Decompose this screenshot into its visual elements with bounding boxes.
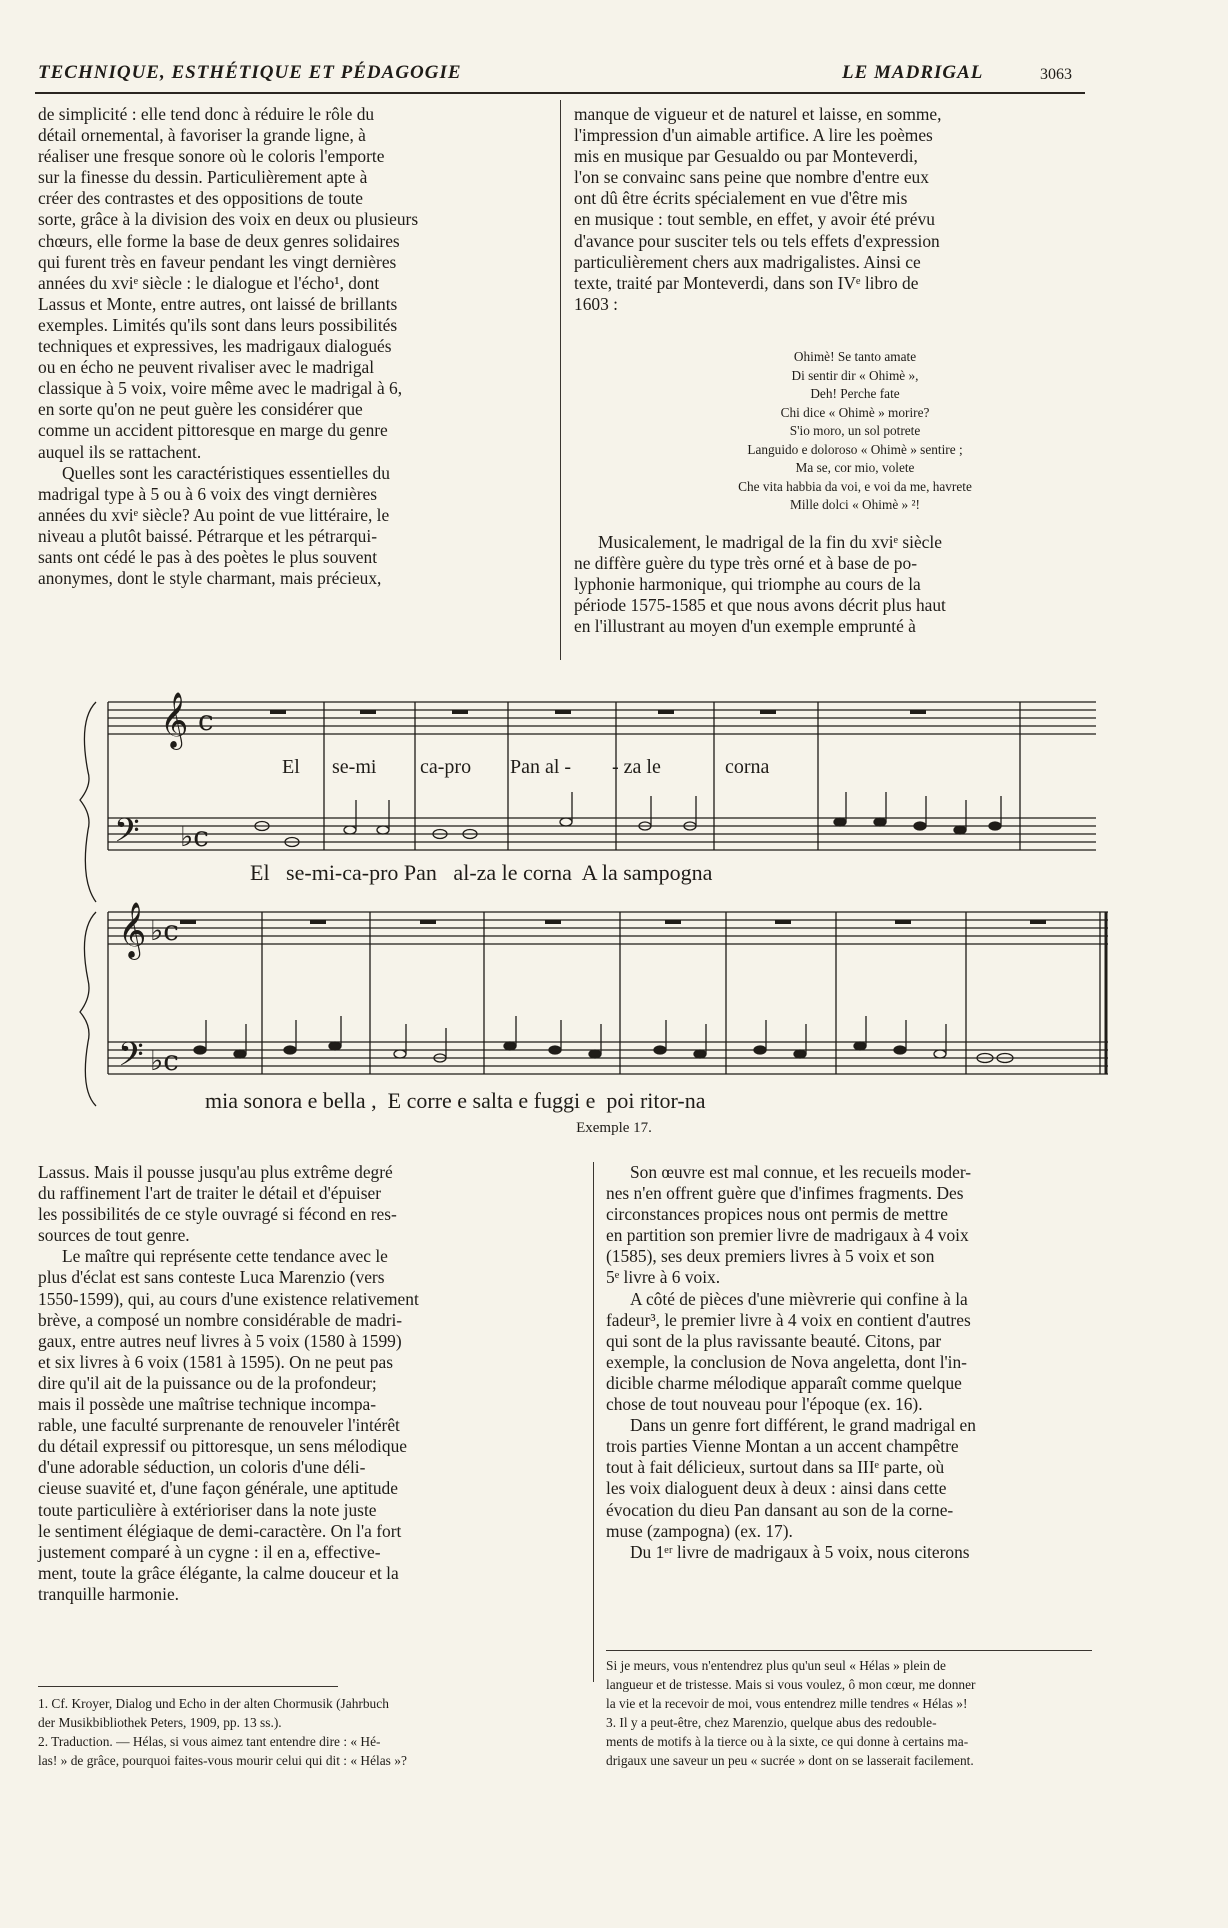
notes-1 [255,792,696,847]
line: Son œuvre est mal connue, et les recueils moder- [630,1162,972,1182]
treble-clef-icon: 𝄞 [160,692,189,748]
poem-line: Che vita habbia da voi, e voi da me, havrete [738,478,972,494]
line: 5ᵉ livre à 6 voix. [606,1267,721,1288]
line: qui sont de la plus ravissante beauté. Citons, par [606,1330,942,1351]
line: du détail expressif ou pittoresque, un sens mélodique [38,1436,407,1457]
line: de simplicité : elle tend donc à réduire le rôle du [38,104,375,124]
svg-text:♭c: ♭c [150,914,179,947]
line: classique à 5 voix, voire même avec le madrigal à 6, [38,378,403,399]
top-left-column [38,104,548,589]
line: chose de tout nouveau pour l'époque (ex. 16). [606,1394,923,1415]
lyric-syllable: ca-pro [420,756,472,778]
line: exemple, la conclusion de Nova angeletta, dont l'in- [606,1351,967,1372]
poem-line: Languido e doloroso « Ohimè » sentire ; [747,441,963,457]
line: du raffinement l'art de traiter le détail et d'épuiser [38,1183,381,1204]
line: ont dû être écrits spécialement en vue d'être mis [574,188,908,209]
line: et six livres à 6 voix (1581 à 1595). On ne peut pas [38,1351,393,1372]
line: tranquille harmonie. [38,1583,180,1604]
lyric-syllable: - za le [612,756,661,778]
line: Lassus et Monte, entre autres, ont laissé de brillants [38,293,398,314]
line: détail ornemental, à favoriser la grande ligne, à [38,125,366,146]
paragraph-simplicite [38,104,548,463]
line: nes n'en offrent guère que d'infimes fragments. Des [606,1183,964,1204]
line: dicible charme mélodique apparaît comme quelque [606,1372,962,1393]
footnote-line: ments de motifs à la tierce ou à la sixte, ce qui donne à certains ma- [606,1734,969,1749]
footnote-line: 3. Il y a peut-être, chez Marenzio, quelque abus des redouble- [606,1715,937,1730]
footnote-line: langueur et de tristesse. Mais si vous voulez, ô mon cœur, me donner [606,1677,976,1692]
notes-1-filled [834,792,1001,834]
line: évocation du dieu Pan dansant au son de la corne- [606,1499,954,1520]
line: Dans un genre fort différent, le grand madrigal en [630,1415,976,1436]
line: sorte, grâce à la division des voix en deux ou plusieurs [38,209,419,230]
line: en l'illustrant au moyen d'un exemple emprunté à [574,616,916,637]
svg-text:♭c: ♭c [150,1044,179,1077]
footnote-rule-right [606,1650,1092,1651]
column-rule-bottom [593,1162,594,1682]
lyric-syllable: se-mi [332,756,377,778]
line: années du xviᵉ siècle? Au point de vue littéraire, le [38,504,390,525]
rests [180,710,1046,924]
svg-text:c: c [198,704,214,737]
line: ment, toute la grâce élégante, la calme douceur et la [38,1562,399,1583]
running-head-right: LE MADRIGAL [842,62,984,83]
staff-2-upper [108,912,1108,944]
footnote-line: 2. Traduction. — Hélas, si vous aimez tant entendre dire : « Hé- [38,1734,381,1749]
page-number: 3063 [1040,66,1072,83]
footnote-rule-left [38,1686,338,1687]
lyric-syllable: Pan al - [510,756,572,778]
line: mais il possède une maîtrise technique incompa- [38,1394,377,1415]
line: niveau a plutôt baissé. Pétrarque et les pétrarqui- [38,525,377,546]
poem-line: S'io moro, un sol potrete [789,423,921,438]
line: dire qu'il ait de la puissance ou de la profondeur; [38,1372,377,1393]
line: les voix dialoguent deux à deux : ainsi dans cette [606,1478,947,1499]
musical-example [0,680,1228,1120]
footnotes-right [606,1656,1092,1770]
line: circonstances propices nous ont permis de mettre [606,1204,948,1225]
line: exemples. Limités qu'ils sont dans leurs possibilités [38,314,398,335]
staff-2-lower [108,1042,1108,1074]
line: trois parties Vienne Montan a un accent champêtre [606,1436,959,1457]
line: comme un accident pittoresque en marge du genre [38,420,388,441]
notes-2 [194,1016,1013,1063]
line: sants ont cédé le pas à des poètes le plus souvent [38,546,378,567]
staff-1-upper [108,702,1096,734]
treble-clef-icon: 𝄞 [118,902,147,958]
line: 1603 : [574,293,618,314]
line: Du 1ᵉʳ livre de madrigaux à 5 voix, nous citerons [630,1541,970,1562]
poem-line: Ohimè! Se tanto amate [793,349,917,364]
top-right-column-continued [574,532,1088,637]
line: tout à fait délicieux, surtout dans sa IIIᵉ parte, où [606,1457,945,1478]
column-rule-top [560,100,561,660]
line: fadeur³, le premier livre à 4 voix en contient d'autres [606,1309,971,1330]
line: les possibilités de ce style ouvragé si fécond en res- [38,1204,397,1225]
poem-line: Di sentir dir « Ohimè », [791,367,919,383]
line: madrigal type à 5 ou à 6 voix des vingt dernières [38,483,378,504]
line: 1550-1599), qui, au cours d'une existence relativement [38,1288,419,1309]
line: d'une adorable séduction, un coloris d'une déli- [38,1457,366,1478]
line: en sorte qu'on ne peut guère les considérer que [38,399,363,420]
poem-ohime [655,348,1055,515]
line: qui furent très en faveur pendant les vingt dernières [38,251,397,272]
line: le sentiment élégiaque de demi-caractère. On l'a fort [38,1520,402,1541]
brace-system-1 [80,702,96,902]
line: brève, a composé un nombre considérable de madri- [38,1309,403,1330]
line: années du xviᵉ siècle : le dialogue et l'écho¹, dont [38,272,380,293]
line: Musicalement, le madrigal de la fin du xviᵉ siècle [598,532,942,552]
footnote-line: drigaux une saveur un peu « sucrée » dont on se lasserait facilement. [606,1753,974,1768]
lyrics-system-1-lower: El se-mi-ca-pro Pan al-za le corna A la sampogna [250,860,713,885]
line: muse (zampogna) (ex. 17). [606,1520,793,1541]
line: manque de vigueur et de naturel et laisse, en somme, [574,104,942,124]
line: (1585), ses deux premiers livres à 5 voix et son [606,1246,935,1267]
line: auquel ils se rattachent. [38,441,202,462]
line: techniques et expressives, les madrigaux dialogués [38,336,392,357]
line: toute particulière à extérioriser dans la note juste [38,1499,377,1520]
line: chœurs, elle forme la base de deux genres solidaires [38,230,400,251]
footnote-line: las! » de grâce, pourquoi faites-vous mourir celui qui dit : « Hélas »? [38,1753,407,1768]
top-right-column [574,104,1088,315]
svg-text:♭c: ♭c [180,820,209,853]
poem-line: Chi dice « Ohimè » morire? [780,404,930,420]
line: anonymes, dont le style charmant, mais précieux, [38,568,382,589]
lyrics-system-2: mia sonora e bella , E corre e salta e fuggi e poi ritor-na [205,1088,706,1113]
poem-line: Ma se, cor mio, volete [795,460,915,475]
line: lyphonie harmonique, qui triomphe au cours de la [574,574,921,595]
brace-system-2 [80,912,96,1106]
line: cieuse suavité et, d'une façon générale, une aptitude [38,1478,398,1499]
paragraph-caracteristiques [38,463,548,590]
lyric-syllable: corna [725,756,770,778]
line: plus d'éclat est sans conteste Luca Marenzio (vers [38,1267,385,1288]
footnotes-left [38,1694,576,1770]
line: en musique : tout semble, en effet, y avoir été prévu [574,209,935,230]
line: période 1575-1585 et que nous avons décrit plus haut [574,595,946,616]
bass-clef-icon: 𝄢 [114,812,140,858]
line: l'impression d'un aimable artifice. A lire les poèmes [574,125,933,146]
bass-clef-icon: 𝄢 [118,1036,144,1082]
line: Lassus. Mais il pousse jusqu'au plus extrême degré [38,1162,393,1182]
running-head-left: TECHNIQUE, ESTHÉTIQUE ET PÉDAGOGIE [38,62,462,83]
line: sur la finesse du dessin. Particulièrement apte à [38,167,368,188]
line: sources de tout genre. [38,1225,190,1246]
line: particulièrement chers aux madrigalistes. Ainsi ce [574,251,921,272]
line: réaliser une fresque sonore où le coloris l'emporte [38,146,385,167]
bottom-right-column [606,1162,1092,1563]
line: en partition son premier livre de madrigaux à 4 voix [606,1225,969,1246]
footnote-line: Si je meurs, vous n'entendrez plus qu'un seul « Hélas » plein de [606,1658,946,1673]
line: mis en musique par Gesualdo ou par Monteverdi, [574,146,918,167]
clefs [114,692,214,1082]
line: rable, une faculté surprenante de renouveler l'intérêt [38,1415,400,1436]
line: justement comparé à un cygne : il en a, effective- [38,1541,381,1562]
poem-line: Mille dolci « Ohimè » ²! [790,497,920,512]
line: l'on se convainc sans peine que nombre d'entre eux [574,167,929,188]
footnote-line: 1. Cf. Kroyer, Dialog und Echo in der alten Chormusik (Jahrbuch [38,1696,389,1711]
line: A côté de pièces d'une mièvrerie qui confine à la [630,1288,968,1309]
bottom-left-column [38,1162,576,1605]
footnote-line: der Musikbibliothek Peters, 1909, pp. 13 ss.). [38,1715,282,1730]
line: d'avance pour susciter tels ou tels effets d'expression [574,230,940,251]
lyric-syllable: El [282,756,300,778]
header-rule [35,92,1085,94]
line: gaux, entre autres neuf livres à 5 voix (1580 à 1599) [38,1330,402,1351]
line: ou en écho ne peuvent rivaliser avec le madrigal [38,357,375,378]
poem-line: Deh! Perche fate [810,386,900,401]
line: Le maître qui représente cette tendance avec le [62,1246,388,1267]
line: ne diffère guère du type très orné et à base de po- [574,553,917,574]
line: Quelles sont les caractéristiques essentielles du [62,462,390,483]
example-caption: Exemple 17. [576,1120,652,1136]
footnote-line: la vie et la recevoir de moi, vous entendrez mille tendres « Hélas »! [606,1696,968,1711]
line: texte, traité par Monteverdi, dans son IVᵉ libro de [574,272,919,293]
line: créer des contrastes et des oppositions de toute [38,188,364,209]
